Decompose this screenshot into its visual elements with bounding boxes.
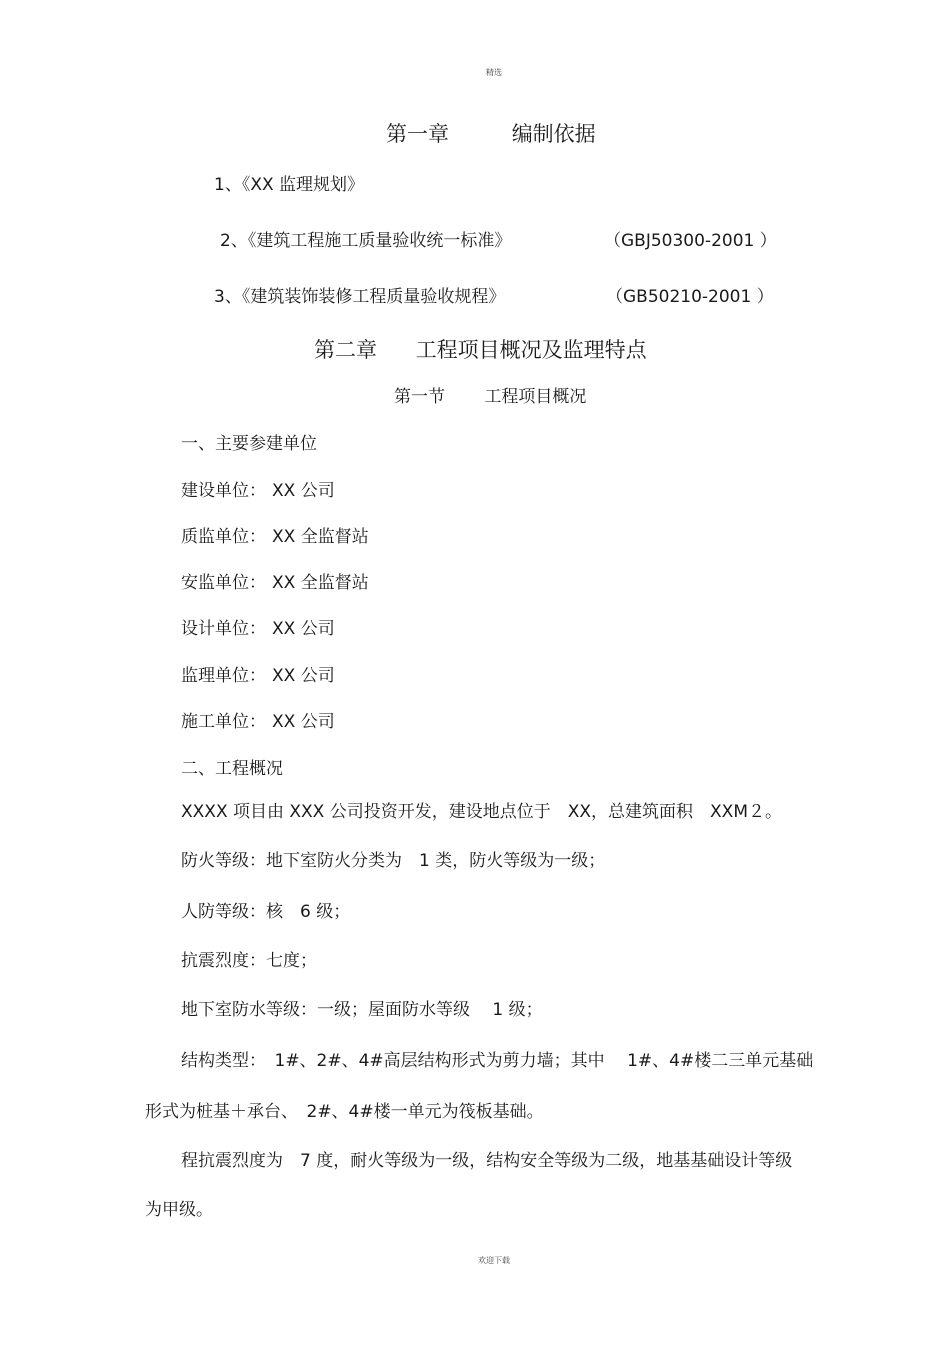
participant-value: XX 全监督站 — [272, 573, 369, 593]
participant-row — [181, 707, 335, 732]
participant-value: XX 公司 — [272, 481, 335, 501]
participant-value: XX 公司 — [272, 619, 335, 639]
overview-heading: 二、工程概况 — [181, 759, 283, 779]
participant-row — [181, 476, 335, 501]
section1-title: 工程项目概况 — [484, 387, 587, 407]
chapter2-title: 工程项目概况及监理特点 — [415, 338, 647, 362]
participant-label: 监理单位： — [181, 666, 266, 686]
overview-line: 结构类型： 1#、2#、4#高层结构形式为剪力墙；其中 1#、4#楼二三单元基础 — [181, 1051, 814, 1071]
chapter1-title: 编制依据 — [511, 122, 596, 146]
overview-line: 为甲级。 — [145, 1200, 213, 1220]
participant-row — [181, 661, 335, 686]
participants-heading: 一、主要参建单位 — [181, 434, 317, 454]
reference-3 — [214, 282, 505, 307]
overview-line: 防火等级：地下室防火分类为 1 类，防火等级为一级； — [181, 851, 606, 871]
participant-value: XX 公司 — [272, 666, 335, 686]
page-header: 精选 — [486, 68, 502, 77]
reference-2-code: （GBJ50300-2001 ） — [604, 231, 777, 251]
chapter1-heading — [386, 118, 596, 148]
overview-line: 地下室防水等级：一级；屋面防水等级 1 级； — [181, 1000, 543, 1020]
chapter2-heading — [314, 334, 647, 364]
overview-line: 抗震烈度：七度； — [181, 951, 317, 971]
section1-heading — [394, 382, 586, 407]
overview-line: XXXX 项目由 XXX 公司投资开发，建设地点位于 XX，总建筑面积 XXM２。 — [181, 802, 782, 822]
chapter1-prefix: 第一章 — [386, 122, 449, 146]
participant-value: XX 全监督站 — [272, 527, 369, 547]
reference-2-title: 2、《建筑工程施工质量验收统一标准》 — [220, 231, 512, 251]
overview-line: 人防等级：核 6 级； — [181, 902, 351, 922]
participant-label: 施工单位： — [181, 712, 266, 732]
overview-line: 形式为桩基＋承台、 2#、4#楼一单元为筏板基础。 — [145, 1102, 544, 1122]
section1-prefix: 第一节 — [394, 387, 445, 407]
participant-label: 建设单位： — [181, 481, 266, 501]
participant-value: XX 公司 — [272, 712, 335, 732]
page-footer: 欢迎下载 — [478, 1256, 510, 1265]
reference-2 — [220, 226, 511, 251]
reference-3-title: 3、《建筑装饰装修工程质量验收规程》 — [214, 287, 506, 307]
participant-label: 安监单位： — [181, 573, 266, 593]
participant-row — [181, 568, 369, 593]
participant-row — [181, 614, 335, 639]
reference-3-code: （GB50210-2001 ） — [606, 287, 774, 307]
overview-line: 程抗震烈度为 7 度，耐火等级为一级，结构安全等级为二级，地基基础设计等级 — [181, 1151, 793, 1171]
reference-1: 1、《XX 监理规划》 — [214, 175, 365, 195]
participant-label: 设计单位： — [181, 619, 266, 639]
participant-row — [181, 522, 369, 547]
participant-label: 质监单位： — [181, 527, 266, 547]
chapter2-prefix: 第二章 — [314, 338, 377, 362]
